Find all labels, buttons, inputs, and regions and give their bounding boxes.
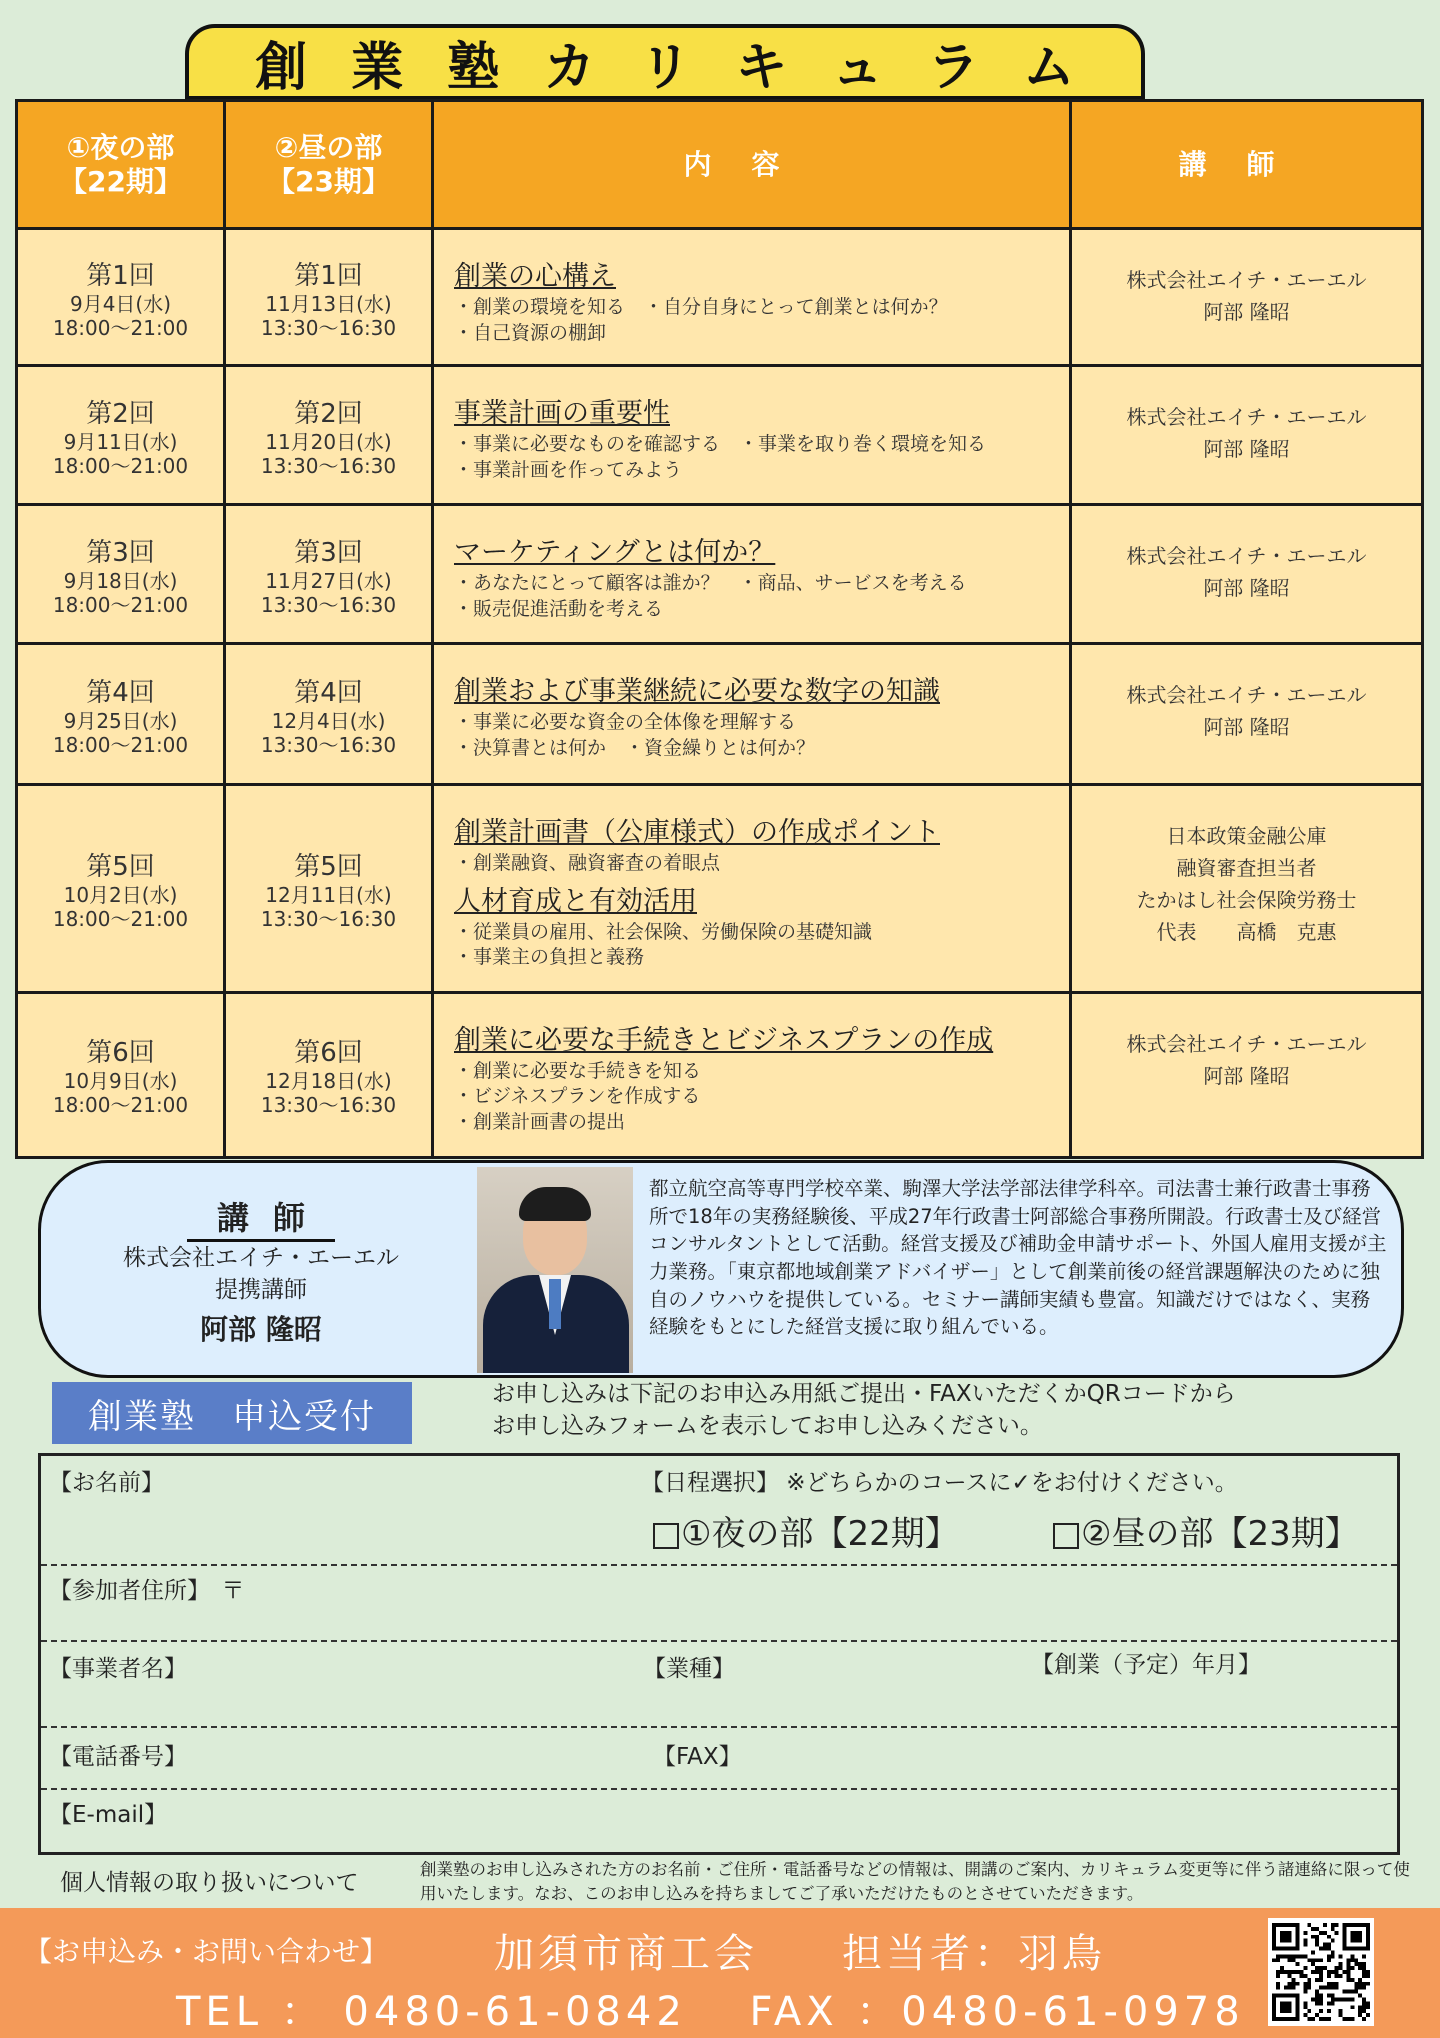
contact-label: 【お申込み・お問い合わせ】 — [24, 1935, 389, 1968]
night-session: 第5回 10月2日(水) 18:00〜21:00 — [17, 785, 225, 993]
header-day: ②昼の部 【23期】 — [225, 101, 433, 229]
table-row — [17, 366, 1423, 505]
application-form — [38, 1453, 1400, 1855]
table-header-row — [17, 101, 1423, 229]
address-field[interactable]: 【参加者住所】 〒 — [49, 1578, 245, 1604]
lecturer-heading: 講師 — [187, 1193, 335, 1242]
lecturer-position: 提携講師 — [215, 1277, 307, 1304]
apply-text-line1: お申し込みは下記のお申込み用紙ご提出・FAXいただくかQRコードから — [492, 1381, 1236, 1407]
topic-title: 創業および事業継続に必要な数字の知識 — [454, 676, 940, 708]
apply-text-line2: お申し込みフォームを表示してお申し込みください。 — [492, 1413, 1043, 1440]
topic-title: 創業の心構え — [454, 261, 616, 292]
name-field[interactable]: 【お名前】 — [49, 1470, 164, 1496]
lecturer-name: 阿部 隆昭 — [200, 1313, 322, 1347]
content-cell — [433, 785, 1071, 993]
title-banner — [185, 24, 1145, 100]
tel-fax: TEL ： 0480-61-0842 FAX ：0480-61-0978 — [176, 1989, 1245, 2035]
table-row — [17, 785, 1423, 993]
topic-bullets: ・あなたにとって顧客は誰か？ ・商品、サービスを考える ・販売促進活動を考える — [454, 572, 967, 620]
topic-bullets: ・創業に必要な手続きを知る ・ビジネスプランを作成する ・創業計画書の提出 — [454, 1059, 702, 1134]
night-checkbox[interactable] — [653, 1523, 679, 1549]
content-cell — [433, 644, 1071, 785]
email-field[interactable]: 【E-mail】 — [49, 1802, 168, 1828]
lecturer-role-block — [101, 1193, 421, 1350]
day-session: 第6回 12月18日(水) 13:30〜16:30 — [225, 992, 433, 1157]
lecturer-photo — [477, 1167, 633, 1373]
lecturer-cell: 株式会社エイチ・エーエル 阿部 隆昭 — [1071, 992, 1423, 1157]
topic-bullets: ・創業融資、融資審査の着眼点 — [454, 852, 721, 875]
topic-title-2: 人材育成と有効活用 — [454, 885, 697, 917]
apply-label: 創業塾 申込受付 — [52, 1382, 412, 1444]
fax-field[interactable]: 【FAX】 — [653, 1744, 742, 1770]
lecturer-cell: 株式会社エイチ・エーエル 阿部 隆昭 — [1071, 366, 1423, 505]
lecturer-cell: 株式会社エイチ・エーエル 阿部 隆昭 — [1071, 505, 1423, 644]
option-day[interactable]: ②昼の部【23期】 — [1053, 1506, 1359, 1555]
topic-title: 事業計画の重要性 — [454, 398, 670, 430]
option-night[interactable]: ①夜の部【22期】 — [653, 1506, 959, 1555]
content-cell — [433, 992, 1071, 1157]
day-session: 第5回 12月11日(水) 13:30〜16:30 — [225, 785, 433, 993]
day-checkbox[interactable] — [1053, 1523, 1079, 1549]
business-name-field[interactable]: 【事業者名】 — [49, 1656, 187, 1682]
qr-code[interactable] — [1268, 1918, 1374, 2026]
lecturer-cell: 日本政策金融公庫 融資審査担当者 たかはし社会保険労務士 代表 高橋 克惠 — [1071, 785, 1423, 993]
phone-field[interactable]: 【電話番号】 — [49, 1744, 187, 1770]
lecturer-profile — [38, 1160, 1404, 1378]
topic-bullets: ・事業に必要なものを確認する ・事業を取り巻く環境を知る ・事業計画を作ってみよう — [454, 433, 987, 481]
privacy-text: 創業塾のお申し込みされた方のお名前・ご住所・電話番号などの情報は、開講のご案内、カリキュラム変更等に伴う諸連絡に限って使用いたします。なお、このお申し込みを持ちましてご了承いただけたものとさせていただきます。 — [420, 1860, 1410, 1903]
contact-person: 担当者：羽鳥 — [842, 1931, 1106, 1977]
night-session: 第3回 9月18日(水) 18:00〜21:00 — [17, 505, 225, 644]
organization-name: 加須市商工会 — [494, 1931, 758, 1977]
night-session: 第2回 9月11日(水) 18:00〜21:00 — [17, 366, 225, 505]
day-session: 第1回 11月13日(水) 13:30〜16:30 — [225, 229, 433, 366]
topic-title: マーケティングとは何か？ — [454, 537, 776, 569]
topic-title: 創業計画書（公庫様式）の作成ポイント — [454, 817, 940, 849]
day-session: 第2回 11月20日(水) 13:30〜16:30 — [225, 366, 433, 505]
night-session: 第6回 10月9日(水) 18:00〜21:00 — [17, 992, 225, 1157]
table-row — [17, 229, 1423, 366]
day-session: 第3回 11月27日(水) 13:30〜16:30 — [225, 505, 433, 644]
schedule-label: 【日程選択】 ※どちらかのコースに✓をお付けください。 — [641, 1470, 1238, 1496]
content-cell — [433, 229, 1071, 366]
header-night: ①夜の部 【22期】 — [17, 101, 225, 229]
footer — [0, 1908, 1440, 2038]
topic-bullets-2: ・従業員の雇用、社会保険、労働保険の基礎知識 ・事業主の負担と義務 — [454, 920, 873, 969]
day-session: 第4回 12月4日(水) 13:30〜16:30 — [225, 644, 433, 785]
night-session: 第4回 9月25日(水) 18:00〜21:00 — [17, 644, 225, 785]
curriculum-table — [15, 99, 1424, 1159]
lecturer-cell: 株式会社エイチ・エーエル 阿部 隆昭 — [1071, 229, 1423, 366]
content-cell — [433, 505, 1071, 644]
topic-bullets: ・事業に必要な資金の全体像を理解する ・決算書とは何か ・資金繰りとは何か？ — [454, 711, 816, 759]
topic-title: 創業に必要な手続きとビジネスプランの作成 — [454, 1024, 994, 1056]
lecturer-company: 株式会社エイチ・エーエル — [123, 1245, 399, 1271]
lecturer-bio: 都立航空高等専門学校卒業、駒澤大学法学部法律学科卒。司法書士兼行政書士事務所で18年の実務経験後、平成27年行政書士阿部総合事務所開設。行政書士及び経営コンサルタントとして活動。経営支援及び補助金申請サポート、外国人雇用支援が主力業務。「東京都地域創業アドバイザー」として創業前後の経営課題解決のために独自のノウハウを提供している。セミナー講師実績も豊富。知識だけではなく、実務経験をもとにした経営支援に取り組んでいる。 — [649, 1177, 1387, 1339]
header-lecturer: 講師 — [1071, 101, 1423, 229]
night-session: 第1回 9月4日(水) 18:00〜21:00 — [17, 229, 225, 366]
lecturer-cell: 株式会社エイチ・エーエル 阿部 隆昭 — [1071, 644, 1423, 785]
table-row — [17, 505, 1423, 644]
start-date-field[interactable]: 【創業（予定）年月】 — [1031, 1652, 1261, 1678]
industry-field[interactable]: 【業種】 — [643, 1656, 735, 1682]
apply-instructions — [492, 1378, 1236, 1442]
privacy-heading: 個人情報の取り扱いについて — [60, 1870, 359, 1896]
topic-bullets: ・創業の環境を知る ・自分自身にとって創業とは何か？ ・自己資源の棚卸 — [454, 296, 948, 344]
table-row — [17, 992, 1423, 1157]
header-content: 内容 — [433, 101, 1071, 229]
table-row — [17, 644, 1423, 785]
page-title: 創業塾カリキュラム — [255, 37, 1119, 98]
content-cell — [433, 366, 1071, 505]
